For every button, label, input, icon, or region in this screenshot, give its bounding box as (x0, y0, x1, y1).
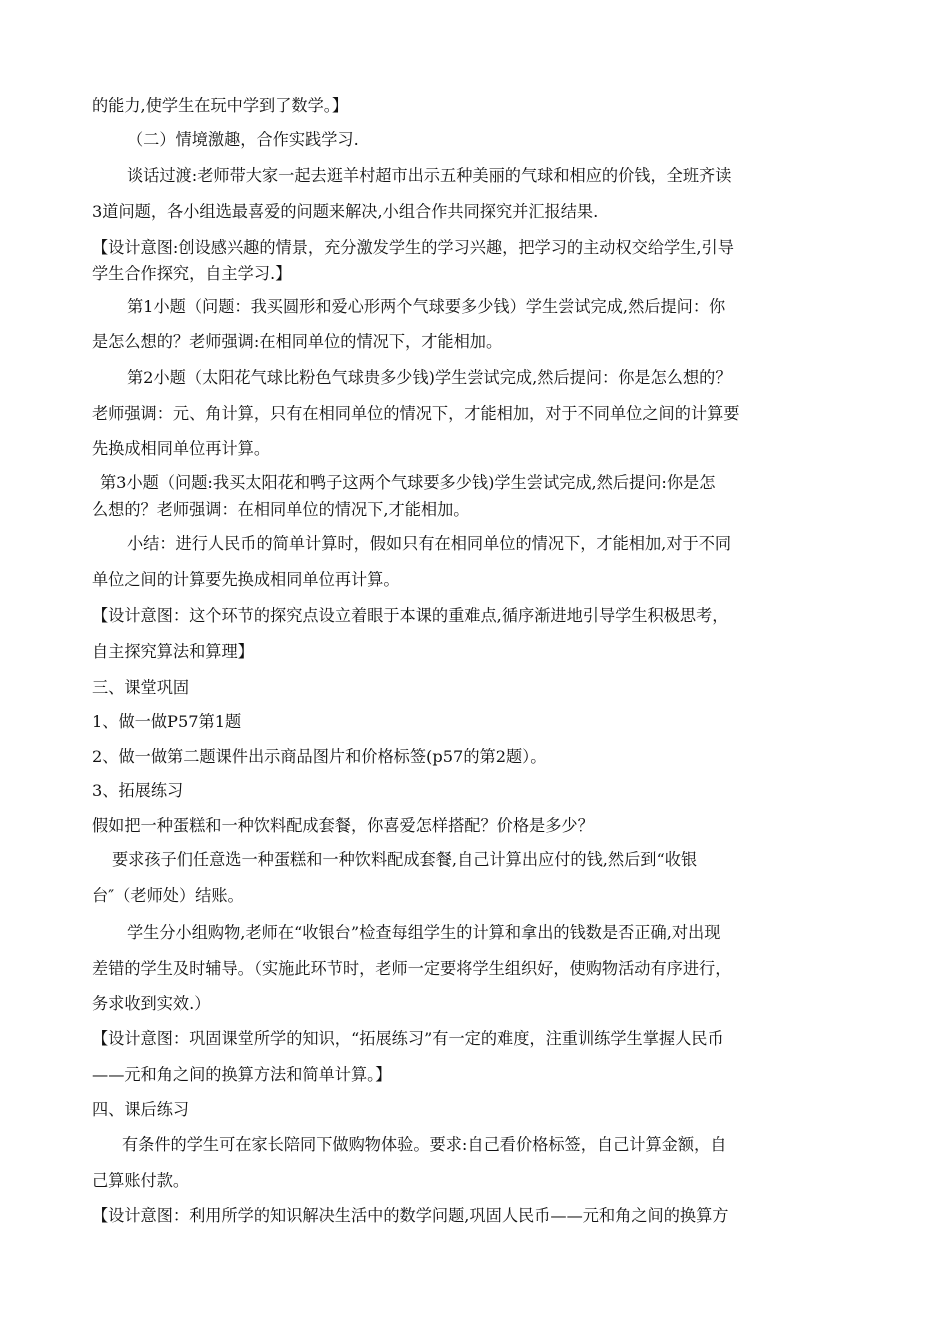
text-line: 第3小题（问题:我买太阳花和鸭子这两个气球要多少钱)学生尝试完成,然后提问:你是怎 (100, 473, 716, 492)
section-heading: （二）情境激趣，合作实践学习. (127, 130, 359, 149)
design-intent-note: 【设计意图：巩固课堂所学的知识，“拓展练习”有一定的难度，注重训练学生掌握人民币 (92, 1029, 724, 1048)
text-line: 老师强调：元、角计算，只有在相同单位的情况下，才能相加，对于不同单位之间的计算要 (92, 404, 740, 423)
design-intent-note: 学生合作探究，自主学习.】 (92, 264, 292, 283)
section-heading: 四、课后练习 (92, 1100, 190, 1119)
text-line: 么想的？老师强调：在相同单位的情况下,才能相加。 (92, 500, 470, 519)
list-item: 1、做一做P57第1题 (92, 712, 242, 731)
text-line: 谈话过渡:老师带大家一起去逛羊村超市出示五种美丽的气球和相应的价钱，全班齐读 (127, 166, 732, 185)
text-line: 台″（老师处）结账。 (92, 886, 244, 905)
list-item: 3、拓展练习 (92, 781, 184, 800)
text-line: 学生分小组购物,老师在“收银台”检查每组学生的计算和拿出的钱数是否正确,对出现 (127, 923, 721, 942)
summary-line: 单位之间的计算要先换成相同单位再计算。 (92, 570, 400, 589)
design-intent-note: 【设计意图：利用所学的知识解决生活中的数学问题,巩固人民币——元和角之间的换算方 (92, 1206, 729, 1225)
text-line: 差错的学生及时辅导。（实施此环节时，老师一定要将学生组织好，使购物活动有序进行， (92, 959, 732, 978)
design-intent-note: 自主探究算法和算理】 (92, 642, 254, 661)
text-line: 第2小题（太阳花气球比粉色气球贵多少钱)学生尝试完成,然后提问：你是怎么想的？ (127, 368, 732, 387)
text-line: 第1小题（问题：我买圆形和爱心形两个气球要多少钱）学生尝试完成,然后提问：你 (127, 297, 726, 316)
text-line: 是怎么想的？老师强调:在相同单位的情况下，才能相加。 (92, 332, 503, 351)
text-line: 要求孩子们任意选一种蛋糕和一种饮料配成套餐,自己计算出应付的钱,然后到“收银 (112, 850, 698, 869)
text-line: 己算账付款。 (92, 1171, 190, 1190)
design-intent-note: 【设计意图：这个环节的探究点设立着眼于本课的重难点,循序渐进地引导学生积极思考， (92, 606, 729, 625)
design-intent-note: 【设计意图:创设感兴趣的情景，充分激发学生的学习兴趣，把学习的主动权交给学生,引导 (92, 238, 734, 257)
text-line: 假如把一种蛋糕和一种饮料配成套餐，你喜爱怎样搭配？价格是多少？ (92, 816, 594, 835)
text-line: 务求收到实效.） (92, 994, 211, 1013)
text-line: 3道问题，各小组选最喜爱的问题来解决,小组合作共同探究并汇报结果. (92, 202, 599, 221)
text-line: 先换成相同单位再计算。 (92, 439, 271, 458)
design-intent-note: ——元和角之间的换算方法和简单计算。】 (92, 1065, 392, 1084)
text-line: 的能力,使学生在玩中学到了数学。】 (92, 96, 349, 115)
list-item: 2、做一做第二题课件出示商品图片和价格标签(p57的第2题）。 (92, 747, 547, 766)
text-line: 有条件的学生可在家长陪同下做购物体验。要求:自己看价格标签，自己计算金额，自 (122, 1135, 727, 1154)
summary-line: 小结：进行人民币的简单计算时，假如只有在相同单位的情况下，才能相加,对于不同 (127, 534, 732, 553)
section-heading: 三、课堂巩固 (92, 678, 190, 697)
